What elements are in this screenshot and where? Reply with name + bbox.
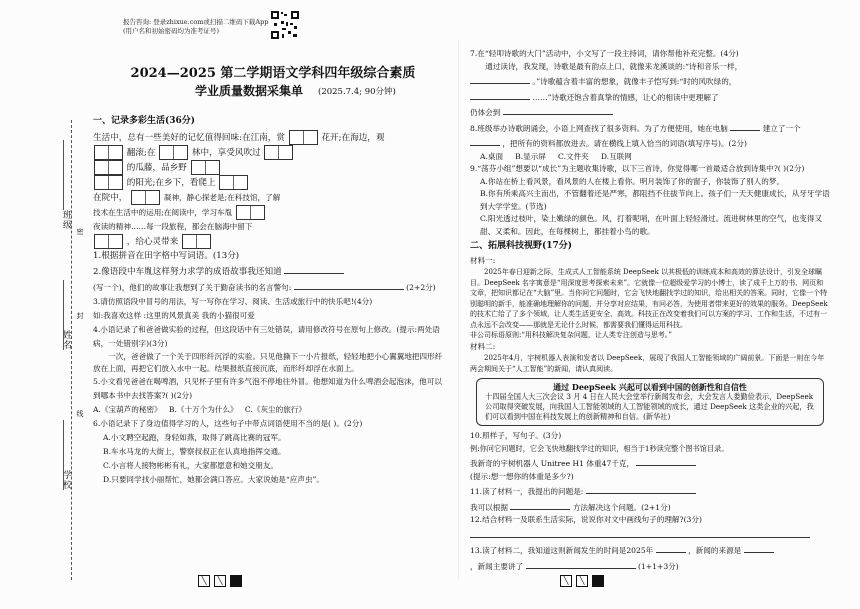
binding-dashed-line [71, 120, 72, 580]
q8-option-c[interactable]: C.文件夹 [558, 151, 589, 161]
tianzige-2[interactable] [94, 145, 123, 160]
question-3: 3.请仿照语段中冒号的用法，写一写你在学习、阅读、生活或旅行中的快乐吧!(4分) [93, 297, 373, 306]
corner-mark-icon: ╲ [214, 575, 226, 587]
q11-text: 11.读了材料一，我提出的问题是: [470, 487, 584, 496]
q13-blank-1[interactable] [656, 542, 686, 553]
question-8-options [470, 151, 830, 164]
seal-char-mi: 密 [76, 228, 84, 235]
school-label: 学校 [61, 470, 71, 490]
exam-title: 2024—2025 第二学期语文学科四年级综合素质 [130, 66, 416, 81]
q11-text-b: 我可以根据 [470, 502, 508, 512]
q5-option-c[interactable]: C.《灰尘的旅行》 [244, 405, 307, 414]
q9-option-a[interactable]: A.你站在桥上看风景，看风景的人在楼上看你。明月装饰了你的窗子，你装饰了别人的梦。 [480, 176, 785, 186]
question-6: 6.小语记录下了身边值得学习的人，这些句子中带点词语使用不当的是( )。(2分) [93, 419, 363, 428]
question-2-text-b: (写一个)，他们的故事让我想到了关于勤奋读书的名言警句: [93, 283, 292, 292]
seal-char-xian: 线 [76, 410, 84, 417]
passage-text-c: 翻滚;在 [126, 148, 156, 158]
question-10: 10.照样子，写句子。(3分) [470, 431, 562, 440]
binding-strip [0, 0, 86, 609]
question-10-example: 例:你问它问题时，它会飞快地翻找学过的知识，相当于1秒读完整个图书馆目录。 [470, 443, 729, 453]
q13-text-b: ，新闻的来源是 [688, 546, 742, 555]
q6-option-c[interactable]: C.小言将人接物彬彬有礼，大家都愿意和她交朋友。 [103, 461, 279, 470]
question-10-hint: (提示:想一想你的体重是多少?) [470, 471, 574, 481]
material-2-label: 材料二: [470, 341, 496, 351]
tianzige-7[interactable] [94, 175, 123, 190]
question-2-score: (2+2分) [406, 283, 436, 292]
corner-mark-icon: ╲ [198, 575, 210, 587]
report-note-line2: (用户名和初始密码均为准考证号) [123, 27, 220, 35]
corner-mark-icon: ╲ [576, 575, 588, 587]
tianzige-5[interactable] [94, 160, 123, 175]
question-3-example: 如:我喜欢这样 :这里的风景真美 我的小猫很可爱 [93, 311, 255, 320]
q8-text-c: ，把所有的资料都放进去。请在横线上填入恰当的词语(填写序号)。(2分) [502, 139, 747, 148]
passage-text-g: 的阳光;在乡下，看爬上 [126, 178, 216, 188]
material-1-text: 2025年春日迎新之际，生成式人工智能系统 DeepSeek 以其极低的训练成本和高效的算法设计，引发全球瞩目。DeepSeek 名字寓意是“用深度思考探索未来”。它就像一位超级爱学习的小博士，读了成千上万的书、网页和文章，把知识都记在“大脑”里。当你问它问题时，它会飞快地翻找学过的知识，给出相关的答案。同时，它像一个特别聪明的新手，能准确地理解你的问题，并分享对应结果，有问必答，为使用者带来更好的效果的服务。DeepSeek 的技术亡给了了多个领域，让人类生活更安全、高效。科技正在改变着我们可以方案的学习、工作和生活，不过有一点永远不会改变——那就是无论什么时候，都需要我们懂得运用科技。 [470, 268, 828, 329]
report-note [123, 18, 268, 36]
filled-square-icon [230, 575, 242, 587]
q13-text-c: ，新闻主要讲了 [470, 561, 524, 571]
tianzige-8[interactable] [219, 175, 248, 190]
material-1-label: 材料一: [470, 255, 496, 265]
school-field[interactable] [63, 420, 64, 490]
tianzige-6[interactable] [191, 160, 220, 175]
name-label: 姓名 [61, 330, 71, 350]
footer-marks-right [560, 575, 604, 587]
passage-text-b: 花开;在海边，观 [321, 133, 385, 143]
passage-text-a: 生活中，总有一些美好的记忆值得回味:在江南，赏 [93, 133, 285, 143]
q7-text-3: ……”诗歌还饱含着真挚的情感，让心的相读中更理解了 [532, 92, 719, 102]
q10-task-text: 我新奇的宇树机器人 Unitree H1 体重47千克， [470, 459, 635, 468]
q2-answer-blank-2[interactable] [294, 279, 404, 290]
tianzige-bingxi[interactable] [131, 190, 160, 205]
question-13 [470, 542, 830, 558]
q8-blank-1[interactable] [730, 120, 760, 131]
tianzige-3[interactable] [159, 145, 188, 160]
question-11 [470, 483, 830, 499]
news-box [476, 378, 824, 426]
question-2-cont [93, 279, 448, 295]
q8-option-a[interactable]: A.桌面 [480, 151, 504, 161]
filled-square-icon [592, 575, 604, 587]
question-4-passage: 一次，爸爸做了一个关于四形纤沉浮的实验。只见他撕下一小片报纸，轻轻地把小心翼翼地把四形纤放在上面，再把它们放入水中一起。结果报纸直接沉底，而形纤却浮在水面上。 [93, 352, 443, 373]
right-column [470, 48, 830, 573]
tianzige-4[interactable] [264, 145, 293, 160]
question-4: 4.小语记录了和爸爸做实验的过程，但这段话中有三处错误，请用修改符号在原句上修改。(提示:两处语病，一处错别字)(3分) [93, 325, 440, 348]
q7-text-2: 。”诗歌蕴含着丰富的想象，就像丰子恺写到:“时的风吹绿的， [532, 77, 737, 86]
passage-line-8 [93, 234, 448, 249]
passage-line-2 [93, 145, 448, 160]
seal-char-feng: 封 [76, 312, 84, 319]
q7-line-4 [470, 104, 830, 120]
passage-line-7 [93, 220, 448, 234]
exam-date-time: (2025.7.4; 90分钟) [318, 87, 396, 97]
q8-option-b[interactable]: B.显示屏 [515, 151, 546, 161]
q9-option-b[interactable]: B.你有所乘高兴主而出，不管翻着还是严寒，都阻挡不住拔节向上。孩子们一天天健康成长，从牙牙学语到大学学堂。(节选) [480, 189, 830, 211]
tianzige-weiben[interactable] [182, 234, 211, 249]
q8-text-b: 建立了一个 [762, 123, 801, 133]
q8-text-a: 8.班级举办诗歌朗诵会，小语上网查找了很多资料。为了方便使用，她在电脑 [470, 123, 728, 133]
passage-line-3 [93, 160, 448, 175]
passage-text-j: 技术在生活中的运用;在阅读中，学习车胤 [93, 208, 233, 217]
question-5-options [93, 403, 448, 417]
q5-option-b[interactable]: B.《十万个为什么》 [168, 405, 238, 414]
section-heading-2: 二、拓展科技视野(17分) [470, 241, 573, 251]
question-2 [93, 263, 448, 279]
question-8 [470, 120, 830, 136]
passage-text-f: 的瓜藤，品乡野 [126, 163, 187, 173]
question-13-cont [470, 558, 830, 574]
tianzige-zongji[interactable] [94, 234, 123, 249]
passage-line-6 [93, 205, 448, 220]
material-1-slogan: 非公司标语原则:“用科技解决复杂问题，让人类专注创造与思考。” [470, 331, 673, 339]
q11-text-c: 方法解决这个问题。(2+1分) [572, 502, 671, 512]
news-body: 十四届全国人大三次会议 3 月 4 日在人民大会堂举行新闻发布会，大会发言人娄勤俭表示，DeepSeek 公司取得突破发展，向我国人工智能领域的人工智能领域的成长，通过 DeepSeek 这类企业的兴起，我们可以看到中国在科技发展上的创新精神和自信。(新华社) [485, 392, 814, 421]
passage-line-4 [93, 175, 448, 190]
q9-option-c[interactable]: C.阳光透过枝叶，染上嫩绿的颜色。风，打着呢哨，在叶面上轻轻滑过。流进树林里的空气，也变得又甜、又柔和。因此，在每棵树上，都挂着小鸟的歌。 [480, 214, 823, 236]
q2-answer-blank-1[interactable] [284, 263, 344, 274]
q13-blank-2[interactable] [744, 542, 774, 553]
q7-blank-2[interactable] [470, 89, 530, 100]
qr-code-icon [270, 10, 300, 40]
question-10-task [470, 455, 830, 471]
corner-mark-icon: ╲ [560, 575, 572, 587]
name-field[interactable] [63, 280, 64, 350]
left-column [93, 112, 448, 487]
q8-blank-2[interactable] [470, 135, 500, 146]
q6-option-b[interactable]: B.车水马龙的大街上，警察叔叔正在认真地指挥交通。 [103, 447, 286, 456]
class-label: 班级 [61, 210, 71, 230]
q7-text-4: 仍体会到 [470, 108, 501, 117]
q7-blank-3[interactable] [503, 104, 613, 115]
exam-subtitle: 学业质量数据采集单 [195, 84, 304, 98]
q8-option-d[interactable]: D.互联网 [600, 151, 632, 161]
question-12: 12.结合材料一及联系生活实际，说说你对文中画线句子的理解?(3分) [470, 515, 702, 524]
footer-marks-left [198, 575, 242, 587]
report-note-line1: 报告咨询: 登录zhixue.com或扫描二维码下载App [123, 18, 269, 26]
q11-blank-2[interactable] [510, 499, 570, 510]
q7-line-2 [470, 73, 830, 89]
tianzige-dujuan[interactable] [289, 130, 318, 145]
question-11-cont [470, 499, 830, 515]
q7-blank-1[interactable] [470, 73, 530, 84]
question-9: 9.“荡芬小组”想要以“成长”为主题收集诗歌，以下三首诗，你觉得哪一首最适合放到诗集中?( )(2分) [470, 164, 805, 173]
question-5: 5.小文看见爸爸在喝啤酒，只见杯子里有许多气泡不停地往外冒。他想知道为什么啤酒会起泡沫，他可以到哪本书中去找答案?( )(2分) [93, 377, 442, 400]
q6-option-a[interactable]: A.小文聘空起跑，身轻如燕，取得了跳高比赛的冠军。 [103, 433, 286, 442]
question-7: 7.在“轻叩诗歌的大门”活动中，小文写了一段主持词，请你帮他补充完整。(4分) [470, 49, 739, 58]
question-8-cont [470, 135, 830, 151]
passage-line-5 [93, 190, 448, 205]
q13-text-a: 13.读了材料二，我知道这则新闻发生的时间是2025年 [470, 546, 654, 555]
tianzige-9[interactable] [236, 205, 265, 220]
q7-text-1: 通过读诗，我发现，诗歌是最有韵点上口，就像来龙溪谈的:“诗和音乐一样， [485, 61, 743, 71]
q12-answer-line[interactable] [470, 527, 830, 543]
question-2-text-a: 2.像语段中车胤这样努力求学的成语故事我还知道 [93, 267, 282, 277]
column-divider [458, 40, 459, 580]
question-1: 1.根据拼音在田字格中写词语。(13分) [93, 251, 240, 261]
q6-option-d[interactable]: D.只要同学找小丽帮忙，她都会满口答应。大家说她是“应声虫”。 [103, 475, 325, 484]
passage-text-d: 林中，享受风吹过 [191, 148, 261, 158]
q10-blank[interactable] [636, 455, 696, 466]
passage-text-l: ，给心灵带来 [126, 237, 179, 247]
news-title: 通过 DeepSeek 兴起可以看到中国的创新性和自信性 [553, 382, 747, 392]
passage-text-i: 凝神，静心探老是;在科技馆，了解 [163, 193, 281, 202]
passage-line-1 [93, 130, 448, 145]
q13-score: (1+1+3分) [638, 561, 679, 571]
material-2-text: 2025年4月，宇树机器人表演和发者以 DeepSeek，展现了我国人工智能领域的广阔前景。下面是一则在今年两会期间关于“人工智能”的新闻，请认真阅读。 [470, 354, 825, 373]
passage-text-k: 夜读的精神……每一段旅程，都会在脑海中留下 [93, 222, 253, 231]
passage-text-h: 在院中， [93, 193, 128, 203]
q11-blank-1[interactable] [586, 483, 696, 494]
q5-option-a[interactable]: A.《宝葫芦的秘密》 [93, 405, 162, 414]
q7-line-3 [470, 89, 830, 105]
q13-blank-3[interactable] [526, 558, 636, 569]
class-field[interactable] [63, 140, 64, 210]
section-heading-1: 一、记录多彩生活(36分) [93, 116, 196, 126]
q7-line-1 [470, 61, 830, 74]
